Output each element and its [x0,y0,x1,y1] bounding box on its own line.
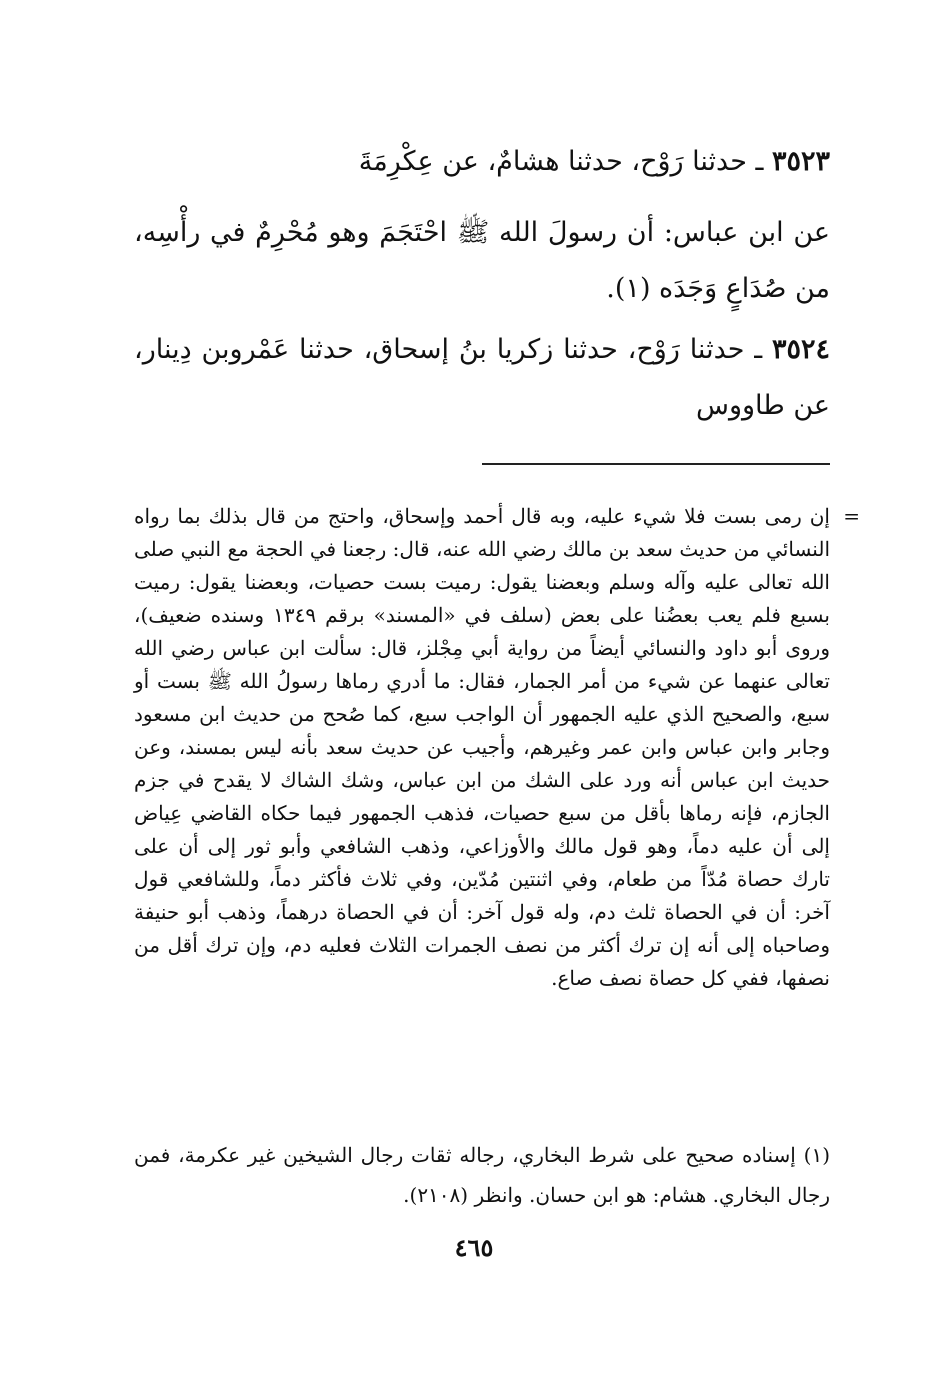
hadith-number: ٣٥٢٣ [771,146,830,177]
footnote-separator [482,463,830,465]
hadith-isnad: ـ حدثنا رَوْح، حدثنا زكريا بنُ إسحاق، حدثنا عَمْروبن دِينار، عن طاووس [134,334,830,421]
hadith-isnad: ـ حدثنا رَوْح، حدثنا هشامٌ، عن عِكْرِمَةَ [358,146,772,177]
notes-text: إن رمى بست فلا شيء عليه، وبه قال أحمد وإسحاق، واحتج من قال بذلك بما رواه النسائي من حديث سعد بن مالك رضي الله عنه، قال: رجعنا في الحجة مع النبي صلى الله تعالى عليه وآله وسلم وبعضنا يقول: رميت بست حصيات، وبعضنا يقول: رميت بسبع فلم يعب بعضُنا على بعض (سلف في «المسند» برقم ١٣٤٩ وسنده ضعيف)، وروى أبو داود والنسائي أيضاً من رواية أبي مِجْلز، قال: سألت ابن عباس رضي الله تعالى عنهما عن شيء من أمر الجمار، فقال: ما أدري رماها رسولُ الله ﷺ بست أو سبع، والصحيح الذي عليه الجمهور أن الواجب سبع، كما صُحح من حديث ابن مسعود وجابر وابن عباس وابن عمر وغيرهم، وأجيب عن حديث سعد بأنه ليس بمسند، وعن حديث ابن عباس أنه ورد على الشك من ابن عباس، وشك الشاك لا يقدح في جزم الجازم، فإنه رماها بأقل من سبع حصيات، فذهب الجمهور فيما حكاه القاضي عِياض إلى أن عليه دماً، وهو قول مالك والأوزاعي، وذهب الشافعي وأبو ثور إلى أن على تارك حصاة مُدّاً من طعام، وفي اثنتين مُدّين، وفي ثلاث فأكثر دماً، وللشافعي قول آخر: أن في الحصاة ثلث دم، وله قول آخر: أن في الحصاة درهماً، وذهب أبو حنيفة وصاحباه إلى أنه إن ترك أكثر من نصف الجمرات الثلاث فعليه دم، وإن ترك أقل من نصفها، ففي كل حصاة نصف صاع. [134,504,830,990]
page-number: ٤٦٥ [454,1233,494,1262]
footnote-1: (١) إسناده صحيح على شرط البخاري، رجاله ثقات رجال الشيخين غير عكرمة، فمن رجال البخاري. هشام: هو ابن حسان. وانظر (٢١٠٨). [134,1143,830,1207]
hadith-number: ٣٥٢٤ [771,334,830,365]
hadith-3523-isnad-line [359,142,830,182]
hadith-3524-isnad [134,322,830,434]
hadith-3523-matn: عن ابن عباس: أن رسولَ الله ﷺ احْتَجَمَ وهو مُحْرِمٌ في رأْسِه، من صُدَاعٍ وَجَدَه (١). [134,217,830,304]
continuation-mark: = [843,504,860,528]
commentary-notes [134,500,860,995]
